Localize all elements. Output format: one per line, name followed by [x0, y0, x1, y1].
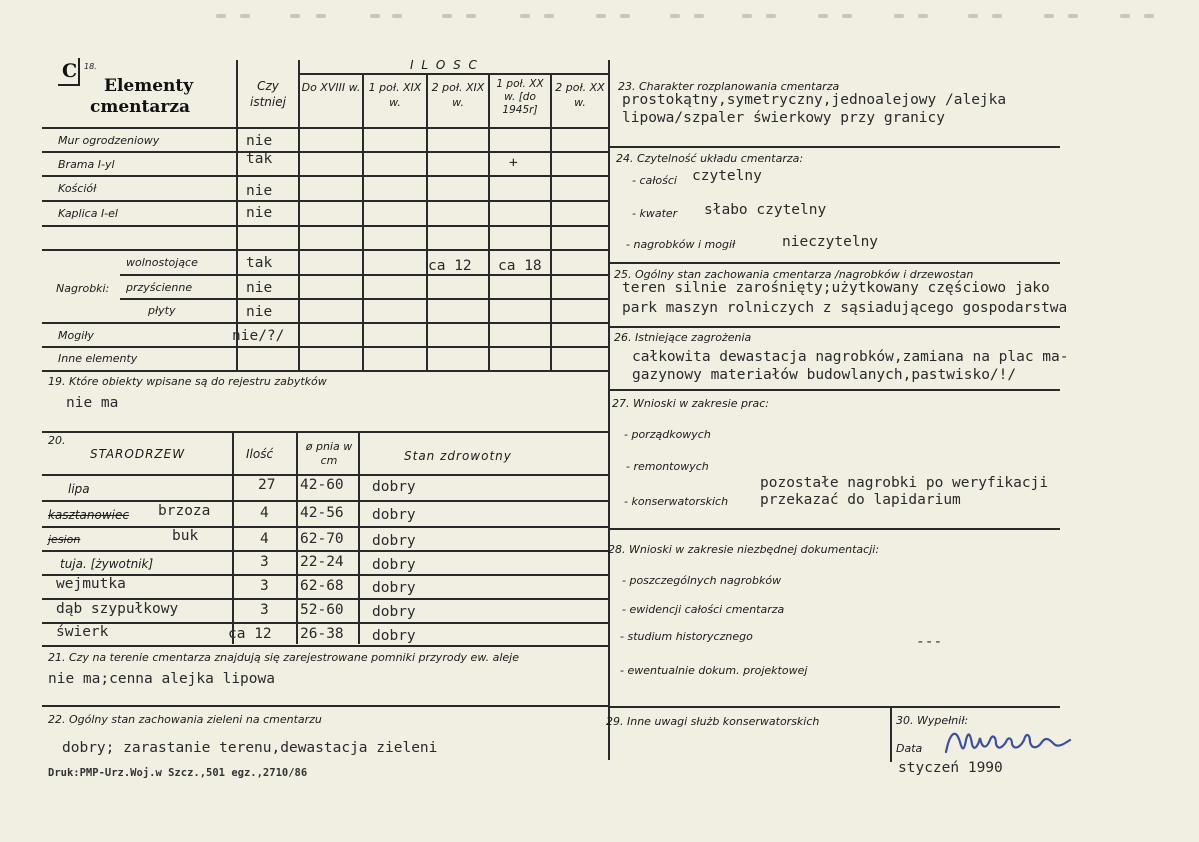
row-label-mogily: Mogiły — [58, 329, 94, 342]
row-label-kaplica: Kaplica I-el — [58, 207, 118, 220]
tree-count-0: 27 — [258, 477, 276, 493]
tree-diameter-5: 52-60 — [300, 602, 344, 618]
row-exists-wolnostojace: tak — [246, 255, 273, 271]
q24-label: 24. Czytelność układu cmentarza: — [616, 152, 804, 165]
q22-answer: dobry; zarastanie terenu,dewastacja zieleni — [62, 740, 438, 756]
q26-label: 26. Istniejące zagrożenia — [614, 331, 752, 344]
period-header-4: 2 poł. XX w. — [555, 81, 605, 109]
q29-label: 29. Inne uwagi służb konserwatorskich — [606, 715, 820, 728]
period-header-3: 1 poł. XX w. [do 1945r] — [496, 78, 544, 116]
section-c-title-2: cmentarza — [90, 97, 191, 117]
row-label-brama: Brama I-yl — [58, 158, 115, 171]
q27-answer-line1: pozostałe nagrobki po weryfikacji — [760, 475, 1049, 491]
period-header-1: 1 poł. XIX w. — [368, 81, 422, 109]
row-label-wolnostojace: wolnostojące — [126, 256, 198, 269]
tree-species-typed-4: wejmutka — [56, 576, 126, 592]
q28-item-3: - ewentualnie dokum. projektowej — [620, 664, 808, 677]
section-c-number: 18. — [84, 62, 97, 71]
row-exists-kosciol: nie — [246, 183, 273, 199]
q24-item-2: - nagrobków i mogił — [626, 238, 736, 251]
tree-species-2: jesion — [48, 533, 81, 546]
nagrobki-label: Nagrobki: — [56, 282, 110, 295]
q30-date-value: styczeń 1990 — [898, 760, 1003, 776]
tree-diameter-1: 42-56 — [300, 505, 344, 521]
tree-count-4: 3 — [260, 578, 269, 594]
tree-species-1: kasztanowiec — [48, 508, 129, 522]
tree-health-4: dobry — [372, 580, 416, 596]
signature — [940, 722, 1080, 766]
tree-species-3: tuja. [żywotnik] — [60, 557, 154, 571]
row-label-plyty: płyty — [148, 304, 176, 317]
q24-answer-0: czytelny — [692, 168, 762, 184]
tree-species-typed-2: buk — [172, 528, 199, 544]
q27-item-0: - porządkowych — [624, 428, 711, 441]
q21-answer: nie ma;cenna alejka lipowa — [48, 671, 275, 687]
row-mark-brama-3: + — [509, 155, 518, 171]
q21-label: 21. Czy na terenie cmentarza znajdują się zarejestrowane pomniki przyrody ew. aleje — [48, 651, 520, 664]
tree-species-typed-5: dąb szypułkowy — [56, 601, 179, 617]
col-exists-header: Czy istniej — [250, 79, 286, 109]
q24-item-0: - całości — [632, 174, 677, 187]
q30-label: 30. Wypełnił: — [896, 714, 969, 727]
tree-health-5: dobry — [372, 604, 416, 620]
period-header-2: 2 poł. XIX w. — [431, 81, 485, 109]
q28-dash: --- — [916, 634, 943, 650]
tree-diameter-0: 42-60 — [300, 477, 344, 493]
q24-answer-2: nieczytelny — [782, 234, 879, 250]
row-mark-wolnostojace-3: ca 18 — [498, 258, 542, 274]
row-label-kosciol: Kościół — [58, 182, 97, 195]
row-exists-przyscienne: nie — [246, 280, 273, 296]
q27-answer-line2: przekazać do lapidarium — [760, 492, 961, 508]
diameter-col-header: ø pnia w cm — [305, 440, 353, 467]
q24-answer-1: słabo czytelny — [704, 202, 827, 218]
q24-item-1: - kwater — [632, 207, 678, 220]
tree-count-5: 3 — [260, 602, 269, 618]
row-exists-plyty: nie — [246, 304, 273, 320]
tree-count-6: ca 12 — [228, 626, 272, 642]
tree-health-0: dobry — [372, 479, 416, 495]
period-header-0: Do XVIII w. — [301, 81, 361, 94]
q26-line1: całkowita dewastacja nagrobków,zamiana na plac ma- — [632, 349, 1069, 365]
q23-line1: prostokątny,symetryczny,jednoalejowy /alejka — [622, 92, 1007, 108]
row-exists-mur: nie — [246, 133, 273, 149]
q25-label: 25. Ogólny stan zachowania cmentarza /nagrobków i drzewostan — [614, 268, 974, 281]
tree-count-1: 4 — [260, 505, 269, 521]
starodrzew-header: STARODRZEW — [90, 447, 186, 461]
tree-health-1: dobry — [372, 507, 416, 523]
row-label-mur: Mur ogrodzeniowy — [58, 134, 160, 147]
tree-health-2: dobry — [372, 533, 416, 549]
q25-line2: park maszyn rolniczych z sąsiadującego gospodarstwa — [622, 300, 1068, 316]
q26-line2: gazynowy materiałów budowlanych,pastwisko/!/ — [632, 367, 1017, 383]
ilosc-col-header: Ilość — [246, 447, 274, 461]
q28-label: 28. Wnioski w zakresie niezbędnej dokumentacji: — [608, 543, 880, 556]
row-mark-wolnostojace-2: ca 12 — [428, 258, 472, 274]
tree-diameter-6: 26-38 — [300, 626, 344, 642]
tree-species-typed-6: świerk — [56, 624, 109, 640]
q27-label: 27. Wnioski w zakresie prac: — [612, 397, 769, 410]
tree-health-3: dobry — [372, 557, 416, 573]
q19-answer: nie ma — [66, 395, 119, 411]
tree-species-0: lipa — [68, 482, 90, 496]
q28-item-0: - poszczególnych nagrobków — [622, 574, 782, 587]
print-info: Druk:PMP-Urz.Woj.w Szcz.,501 egz.,2710/86 — [48, 767, 308, 779]
ilosc-header: I L O S C — [410, 58, 479, 72]
tree-count-2: 4 — [260, 531, 269, 547]
row-exists-brama: tak — [246, 151, 273, 167]
q23-label: 23. Charakter rozplanowania cmentarza — [618, 80, 840, 93]
tree-diameter-3: 22-24 — [300, 554, 344, 570]
row-label-przyscienne: przyścienne — [126, 281, 193, 294]
tree-species-typed-1: brzoza — [158, 503, 211, 519]
row-exists-mogily: nie/?/ — [232, 328, 285, 344]
tree-diameter-2: 62-70 — [300, 531, 344, 547]
q27-item-1: - remontowych — [626, 460, 709, 473]
section-c-title-1: Elementy — [104, 76, 194, 96]
tree-diameter-4: 62-68 — [300, 578, 344, 594]
tree-count-3: 3 — [260, 554, 269, 570]
q23-line2: lipowa/szpaler świerkowy przy granicy — [622, 110, 946, 126]
starodrzew-number: 20. — [48, 434, 66, 447]
row-label-inne: Inne elementy — [58, 352, 138, 365]
q25-line1: teren silnie zarośnięty;użytkowany częściowo jako — [622, 280, 1050, 296]
q28-item-1: - ewidencji całości cmentarza — [622, 603, 785, 616]
q28-item-2: - studium historycznego — [620, 630, 753, 643]
tree-health-6: dobry — [372, 628, 416, 644]
section-c-letter: C — [62, 60, 78, 82]
row-exists-kaplica: nie — [246, 205, 273, 221]
q22-label: 22. Ogólny stan zachowania zieleni na cmentarzu — [48, 713, 322, 726]
health-col-header: Stan zdrowotny — [404, 449, 512, 463]
q19-label: 19. Które obiekty wpisane są do rejestru zabytków — [48, 375, 327, 388]
q30-date-label: Data — [896, 742, 923, 755]
q27-item-2: - konserwatorskich — [624, 495, 729, 508]
